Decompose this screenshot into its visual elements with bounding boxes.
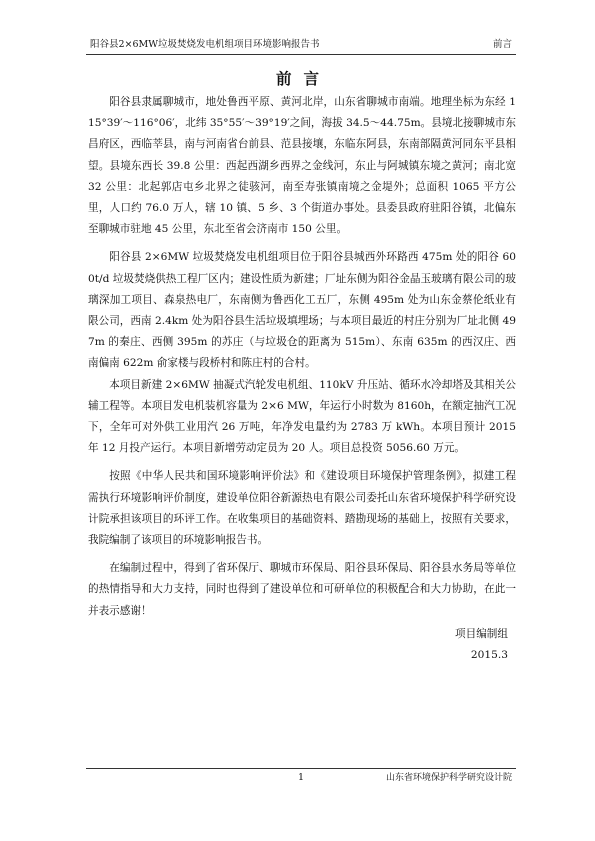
footer-institute: 山东省环境保护科学研究设计院: [385, 773, 512, 783]
page-number: 1: [297, 772, 305, 783]
header-section-name: 前言: [492, 39, 512, 50]
page-footer: [86, 768, 516, 783]
document-body: [88, 92, 516, 666]
page-title: 前言: [275, 69, 331, 88]
header-document-title: 阳谷县2×6MW垃圾焚烧发电机组项目环境影响报告书: [90, 39, 320, 50]
paragraph-acknowledgement: 在编制过程中，得到了省环保厅、聊城市环保局、阳谷县环保局、阳谷县水务局等单位的热情指导和大力支持，同时也得到了建设单位和可研单位的积极配合和大力协助，在此一并表示感谢！: [88, 562, 516, 617]
paragraph-site: 阳谷县 2×6MW 垃圾焚烧发电机组项目位于阳谷县城西外环路西 475m 处的阳谷 600t/d 垃圾焚烧供热工程厂区内；建设性质为新建；厂址东侧为阳谷金晶玉玻璃有限公司的玻璃深加工项目、森泉热电厂，东南侧为鲁西化工五厂，东侧 495m 处为山东金蔡伦纸业有限公司，西南 2.4km 处为阳谷县生活垃圾填埋场；与本项目最近的村庄分别为厂址北侧 497m 的秦庄、西侧 395m 的苏庄（与垃圾仓的距离为 515m）、东南 635m 的西汉庄、西南偏南 622m 俞家楼与段桥村和陈庄村的合村。: [88, 251, 516, 370]
date: 2015.3: [470, 649, 508, 662]
paragraph-legal-basis: 按照《中华人民共和国环境影响评价法》和《建设项目环境保护管理条例》，拟建工程需执行环境影响评价制度，建设单位阳谷新源热电有限公司委托山东省环境保护科学研究设计院承担该项目的环评工作。在收集项目的基础资料、踏勘现场的基础上，按照有关要求，我院编制了该项目的环境影响报告书。: [88, 470, 516, 547]
page-header: [86, 38, 516, 55]
paragraph-location: 阳谷县隶属聊城市，地处鲁西平原、黄河北岸，山东省聊城市南端。地理坐标为东经 115°39′～116°06′，北纬 35°55′～39°19′之间，海拔 34.5～44.75m。县境北接聊城市东昌府区，西临莘县，南与河南省台前县、范县接壤，东临东阿县，东南部隔黄河同东平县相望。县境东西长 39.8 公里：西起西湖乡西界之金线河，东止与阿城镇东境之黄河；南北宽 32 公里：北起郭店屯乡北界之徒骇河，南至寿张镇南境之金堤外；总面积 1065 平方公里，人口约 76.0 万人，辖 10 镇、5 乡、3 个街道办事处。县委县政府驻阳谷镇，北偏东至聊城市驻地 45 公里，东北至省会济南市 150 公里。: [88, 96, 516, 236]
signature: 项目编制组: [455, 627, 508, 640]
paragraph-project-scope: 本项目新建 2×6MW 抽凝式汽轮发电机组、110kV 升压站、循环水冷却塔及其相关公辅工程等。本项目发电机装机容量为 2×6 MW，年运行小时数为 8160h，在额定抽汽工况下，全年可对外供工业用汽 26 万吨，年净发电量约为 2783 万 kWh。本项目预计 2015 年 12 月投产运行。本项目新增劳动定员为 20 人。项目总投资 5056.60 万元。: [88, 378, 516, 455]
